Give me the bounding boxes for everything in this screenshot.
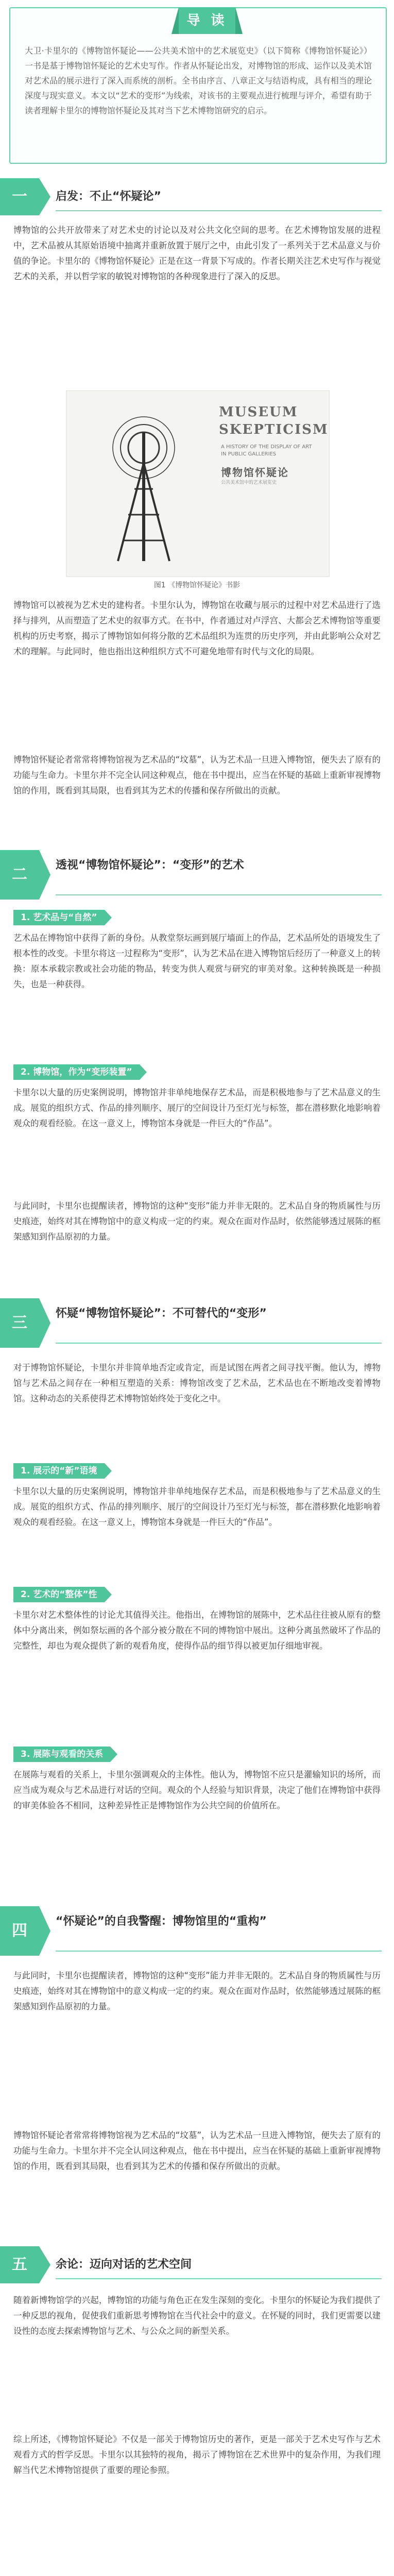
section-number: 五 [0,2246,39,2283]
paragraph: 博物馆怀疑论者常常将博物馆视为艺术品的“坟墓”，认为艺术品一旦进入博物馆，便失去了原有的功能与生命力。卡里尔并不完全认同这种观点，他在书中提出，应当在怀疑的基础上重新审视博物馆的作用，既看到其局限，也看到其为艺术的传播和保存所做出的贡献。 [13,2130,381,2171]
section-number: 二 [0,850,39,900]
cover-title-en: MUSEUM SKEPTICISM [219,404,329,437]
paragraph: 与此同时，卡里尔也提醒读者，博物馆的这种“变形”能力并非无限的。艺术品自身的物质属性与历史痕迹，始终对其在博物馆中的意义构成一定的约束。观众在面对作品时，依然能够透过展陈的框架感知到作品原初的力量。 [13,1201,381,1242]
paragraph: 博物馆可以被视为艺术史的建构者。卡里尔认为，博物馆在收藏与展示的过程中对艺术品进行了选择与排列，从而塑造了艺术史的叙事方式。在书中，作者通过对卢浮宫、大都会艺术博物馆等重要机构的历史考察，揭示了博物馆如何将分散的艺术品组织为连贯的历史序列，并由此影响公众对艺术的理解。与此同时，他也指出这种组织方式不可避免地带有时代与文化的局限。 [13,600,381,656]
book-cover [219,403,329,568]
paragraph: 综上所述，《博物馆怀疑论》不仅是一部关于博物馆历史的著作，更是一部关于艺术史写作与艺术观看方式的哲学反思。卡里尔以其独特的视角，揭示了博物馆在艺术世界中的复杂作用，为我们理解当代艺术博物馆提供了重要的理论参照。 [13,2434,381,2475]
paragraph: 卡里尔对艺术整体性的讨论尤其值得关注。他指出，在博物馆的展陈中，艺术品往往被从原有的整体中分离出来，例如祭坛画的各个部分被分散在不同的博物馆中展出。这种分离虽然破坏了作品的完整性，却也为观众提供了新的观看角度，使得作品的细节得以被更加仔细地审视。 [13,1610,381,1651]
guide-tag: 导 读 [179,7,235,34]
section-header-5 [0,2246,394,2283]
section-rule [56,210,382,211]
section-rule [56,2278,382,2279]
paragraph: 博物馆的公共开放带来了对艺术史的讨论以及对公共文化空间的思考。在艺术博物馆发展的进程中，艺术品被从其原始语境中抽离并重新放置于展厅之中，由此引发了一系列关于艺术品意义与价值的争论。卡里尔的《博物馆怀疑论》正是在这一背景下写成的。作者长期关注艺术史写作与视觉艺术的关系，并以哲学家的敏锐对博物馆的各种现象进行了深入的反思。 [13,225,381,281]
subheading: 2. 艺术的“整体”性 [13,1587,105,1602]
subheading: 1. 展示的“新”语境 [13,1463,105,1479]
section-number: 四 [0,1906,39,1956]
section-rule [56,1343,382,1344]
paragraph: 对于博物馆怀疑论，卡里尔并非简单地否定或肯定，而是试图在两者之间寻找平衡。他认为，博物馆与艺术品之间存在一种相互塑造的关系：博物馆改变了艺术品，艺术品也在不断地改变着博物馆。这种动态的关系使得艺术博物馆始终处于变化之中。 [13,1363,381,1403]
paragraph: 在展陈与观看的关系上，卡里尔强调观众的主体性。他认为，博物馆不应只是灌输知识的场所，而应当成为观众与艺术品进行对话的空间。观众的个人经验与知识背景，决定了他们在博物馆中获得的审美体验各不相同，这种差异性正是博物馆作为公共空间的价值所在。 [13,1770,381,1810]
section-number: 一 [0,178,39,215]
tower-illustration [87,412,200,566]
section-title: 透视“博物馆怀疑论”：“变形”的艺术 [56,859,244,872]
paragraph: 卡里尔以大量的历史案例说明，博物馆并非单纯地保存艺术品，而是积极地参与了艺术品意义的生成。展览的组织方式、作品的排列顺序、展厅的空间设计乃至灯光与标签，都在潜移默化地影响着观众的观看经验。在这一意义上，博物馆本身就是一件巨大的“作品”。 [13,1088,381,1128]
paragraph: 随着新博物馆学的兴起，博物馆的功能与角色正在发生深刻的变化。卡里尔的怀疑论为我们提供了一种反思的视角，促使我们重新思考博物馆在当代社会中的意义。在怀疑的同时，我们更需要以建设性的态度去探索博物馆与艺术、与公众之间的新型关系。 [13,2295,381,2336]
section-rule [56,1951,382,1952]
subheading: 2. 博物馆，作为“变形装置” [13,1064,140,1080]
subheading: 3. 展陈与观看的关系 [13,1747,110,1762]
paragraph: 博物馆怀疑论者常常将博物馆视为艺术品的“坟墓”，认为艺术品一旦进入博物馆，便失去了原有的功能与生命力。卡里尔并不完全认同这种观点，他在书中提出，应当在怀疑的基础上重新审视博物馆的作用，既看到其局限，也看到其为艺术的传播和保存所做出的贡献。 [13,755,381,795]
section-header-4 [0,1906,394,1956]
section-title: 余论：迈向对话的艺术空间 [56,2258,192,2271]
paragraph: 艺术品在博物馆中获得了新的身份。从教堂祭坛画到展厅墙面上的作品，艺术品所处的语境发生了根本性的改变。卡里尔将这一过程称为“变形”，认为艺术品在进入博物馆后经历了一种意义上的转换：原本承载宗教或社会功能的物品，转变为供人观赏与研究的审美对象。这种转换既是一种损失，也是一种获得。 [13,933,381,989]
cover-title-cn: 博物馆怀疑论 [221,466,289,479]
cover-subtitle-cn: 公共美术馆中的艺术展览史 [221,480,277,485]
section-header-1 [0,178,394,215]
guide-text: 大卫·卡里尔的《博物馆怀疑论——公共美术馆中的艺术展览史》（以下简称《博物馆怀疑论》）一书是基于博物馆怀疑论的艺术史写作。作者从怀疑论出发，对博物馆的形成、运作以及美术馆对艺术品的展示进行了深入而系统的剖析。全书由序言、八章正文与结语构成，具有相当的理论深度与现实意义。本文以“艺术的变形”为线索，对该书的主要观点进行梳理与评介，希望有助于读者理解卡里尔的博物馆怀疑论及其对当下艺术博物馆研究的启示。 [25,46,372,115]
figure-caption: 图1 《博物馆怀疑论》书影 [153,581,241,589]
cover-subtitle-en: A HISTORY OF THE DISPLAY OF ART IN PUBLIC GALLERIES [221,444,312,457]
book-cover-figure [66,391,330,577]
subheading: 1. 艺术品与“自然” [13,910,105,925]
paragraph: 与此同时，卡里尔也提醒读者，博物馆的这种“变形”能力并非无限的。艺术品自身的物质属性与历史痕迹，始终对其在博物馆中的意义构成一定的约束。观众在面对作品时，依然能够透过展陈的框架感知到作品原初的力量。 [13,1971,381,2011]
paragraph: 卡里尔以大量的历史案例说明，博物馆并非单纯地保存艺术品，而是积极地参与了艺术品意义的生成。展览的组织方式、作品的排列顺序、展厅的空间设计乃至灯光与标签，都在潜移默化地影响着观众的观看经验。在这一意义上，博物馆本身就是一件巨大的“作品”。 [13,1486,381,1527]
section-number: 三 [0,1298,39,1348]
section-title: 启发：不止“怀疑论” [56,190,161,203]
guide-box [9,7,387,164]
section-header-2 [0,850,394,900]
section-rule [56,894,382,895]
section-title: “怀疑论”的自我警醒：博物馆里的“重构” [56,1915,267,1928]
section-title: 怀疑“博物馆怀疑论”：不可替代的“变形” [56,1307,267,1320]
section-header-3 [0,1298,394,1348]
